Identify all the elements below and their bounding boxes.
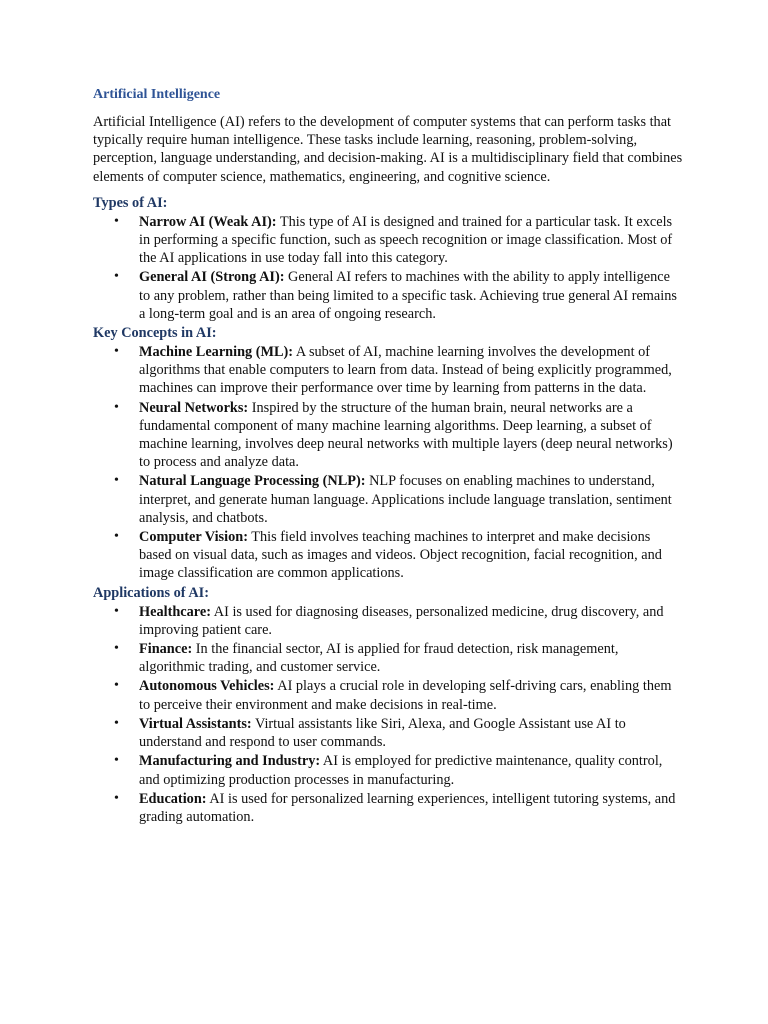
item-term: Finance: (139, 641, 193, 658)
item-term: Neural Networks: (139, 399, 249, 416)
item-term: Natural Language Processing (NLP): (139, 473, 366, 490)
bullet-icon: • (114, 715, 119, 731)
list-item (93, 640, 683, 676)
list-item (93, 343, 683, 398)
bullet-icon: • (114, 213, 119, 229)
list-item (93, 603, 683, 639)
list-item (93, 528, 683, 583)
item-text: A subset of AI, machine learning involves the development of algorithms that enable computers to learn from data. Instead of being explicitly programmed, machines can improve their performance over time by learning from patterns in the data. (139, 344, 672, 397)
bullet-icon: • (114, 641, 119, 657)
bullet-icon: • (114, 529, 119, 545)
bullet-icon: • (114, 603, 119, 619)
list-item (93, 472, 683, 527)
item-term: Manufacturing and Industry: (139, 753, 321, 770)
item-term: Narrow AI (Weak AI): (139, 213, 277, 230)
section-types (93, 194, 683, 323)
item-term: Autonomous Vehicles: (139, 678, 275, 695)
document-title: Artificial Intelligence (93, 87, 221, 102)
list-item (93, 213, 683, 268)
bullet-icon: • (114, 678, 119, 694)
bullet-list (93, 213, 683, 323)
item-text: AI plays a crucial role in developing self-driving cars, enabling them to perceive their environment and make decisions in real-time. (139, 678, 672, 713)
document-page (93, 86, 683, 827)
bullet-icon: • (114, 344, 119, 360)
item-term: General AI (Strong AI): (139, 269, 285, 286)
list-item (93, 677, 683, 713)
intro-paragraph: Artificial Intelligence (AI) refers to the development of computer systems that can perform tasks that typically require human intelligence. These tasks include learning, reasoning, problem-solving, perception, language understanding, and decision-making. AI is a multidisciplinary field that combines elements of computer science, mathematics, engineering, and cognitive science. (93, 114, 683, 185)
item-text: Virtual assistants like Siri, Alexa, and Google Assistant use AI to understand and respond to user commands. (139, 715, 626, 751)
item-text: General AI refers to machines with the ability to apply intelligence to any problem, rather than being limited to a specific task. Achieving true general AI remains a long-term goal and is an area of ongoing research. (139, 269, 677, 322)
section-key-concepts (93, 324, 683, 583)
bullet-icon: • (114, 269, 119, 285)
section-heading: Applications of AI: (93, 584, 209, 601)
item-term: Machine Learning (ML): (139, 344, 294, 361)
section-heading: Key Concepts in AI: (93, 325, 217, 342)
item-term: Virtual Assistants: (139, 715, 252, 732)
item-text: NLP focuses on enabling machines to understand, interpret, and generate human language. Applications include language translation, sentiment analysis, and chatbots. (139, 473, 672, 526)
list-item (93, 790, 683, 826)
bullet-icon: • (114, 753, 119, 769)
list-item (93, 268, 683, 323)
item-text: AI is used for diagnosing diseases, personalized medicine, drug discovery, and improving patient care. (139, 603, 664, 638)
section-applications (93, 584, 683, 826)
item-term: Healthcare: (139, 603, 211, 620)
item-text: This type of AI is designed and trained for a particular task. It excels in performing a specific function, such as speech recognition or image classification. Most of the AI applications in use today fall into this category. (139, 213, 673, 267)
item-text: In the financial sector, AI is applied for fraud detection, risk management, algorithmic trading, and customer service. (139, 641, 619, 676)
item-text: AI is used for personalized learning experiences, intelligent tutoring systems, and grading automation. (139, 790, 676, 825)
section-heading: Types of AI: (93, 194, 168, 211)
list-item (93, 399, 683, 472)
item-text: Inspired by the structure of the human brain, neural networks are a fundamental component of many machine learning algorithms. Deep learning, a subset of machine learning, involves deep neural networks with multiple layers (deep neural networks) to process and analyze data. (139, 399, 673, 471)
item-term: Computer Vision: (139, 529, 248, 546)
bullet-icon: • (114, 399, 119, 415)
item-text: AI is employed for predictive maintenance, quality control, and optimizing production processes in manufacturing. (139, 753, 663, 788)
item-term: Education: (139, 790, 207, 807)
item-text: This field involves teaching machines to interpret and make decisions based on visual data, such as images and videos. Object recognition, facial recognition, and image classification are common applications. (139, 529, 662, 582)
list-item (93, 752, 683, 788)
bullet-icon: • (114, 790, 119, 806)
bullet-list (93, 603, 683, 826)
list-item (93, 715, 683, 751)
bullet-icon: • (114, 473, 119, 489)
bullet-list (93, 343, 683, 583)
